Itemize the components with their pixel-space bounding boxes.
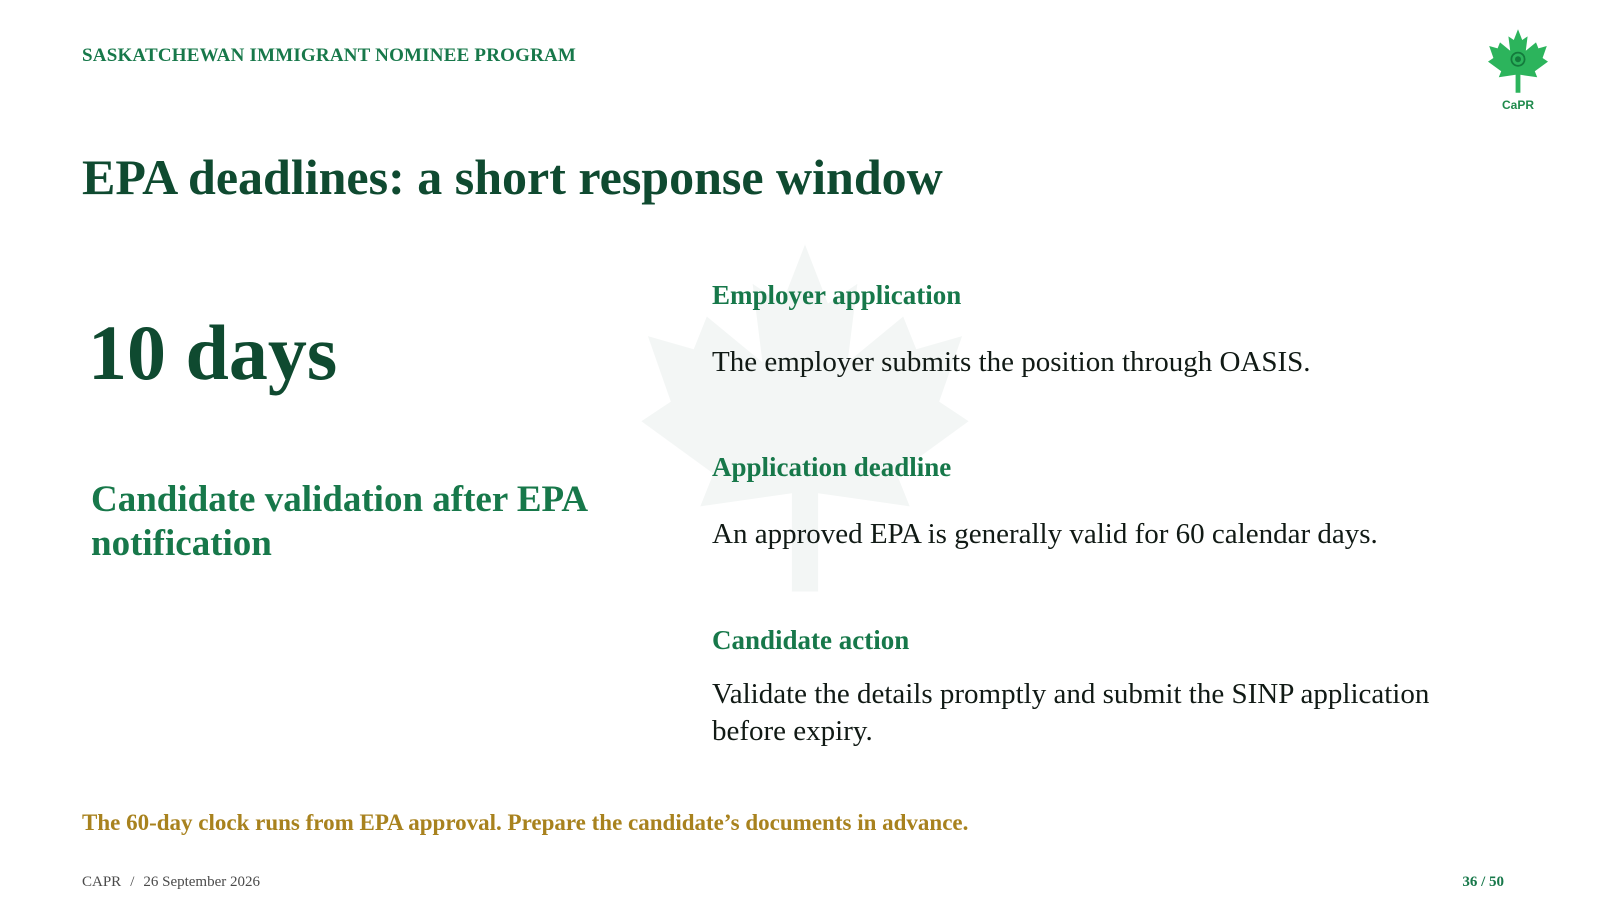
footer-meta [82, 874, 260, 891]
section-heading: Employer application [712, 280, 962, 310]
maple-leaf-icon [1487, 28, 1549, 94]
logo-text: CaPR [1501, 98, 1534, 112]
capr-logo [1486, 28, 1550, 118]
highlight-value: 10 days [88, 309, 338, 396]
section-body: Validate the details promptly and submit the SINP application before expiry. [712, 678, 1430, 747]
section-heading: Application deadline [712, 452, 952, 482]
footer-date: 26 September 2026 [143, 874, 261, 890]
page-number: 36 / 50 [1462, 874, 1504, 890]
section-body: An approved EPA is generally valid for 60 calendar days. [712, 518, 1378, 550]
footer-separator: / [130, 874, 135, 890]
footer-org: CAPR [82, 874, 122, 890]
section-heading: Candidate action [712, 625, 910, 655]
section-candidate-action [712, 625, 1502, 747]
program-label: SASKATCHEWAN IMMIGRANT NOMINEE PROGRAM [82, 45, 577, 66]
page-title: EPA deadlines: a short response window [82, 149, 943, 205]
footnote: The 60-day clock runs from EPA approval. Prepare the candidate’s documents in advance. [82, 810, 969, 835]
section-body: The employer submits the position through OASIS. [712, 346, 1311, 378]
section-application-deadline [712, 452, 1502, 550]
section-employer-application [712, 280, 1502, 378]
highlight-caption: Candidate validation after EPA notification [91, 479, 587, 564]
